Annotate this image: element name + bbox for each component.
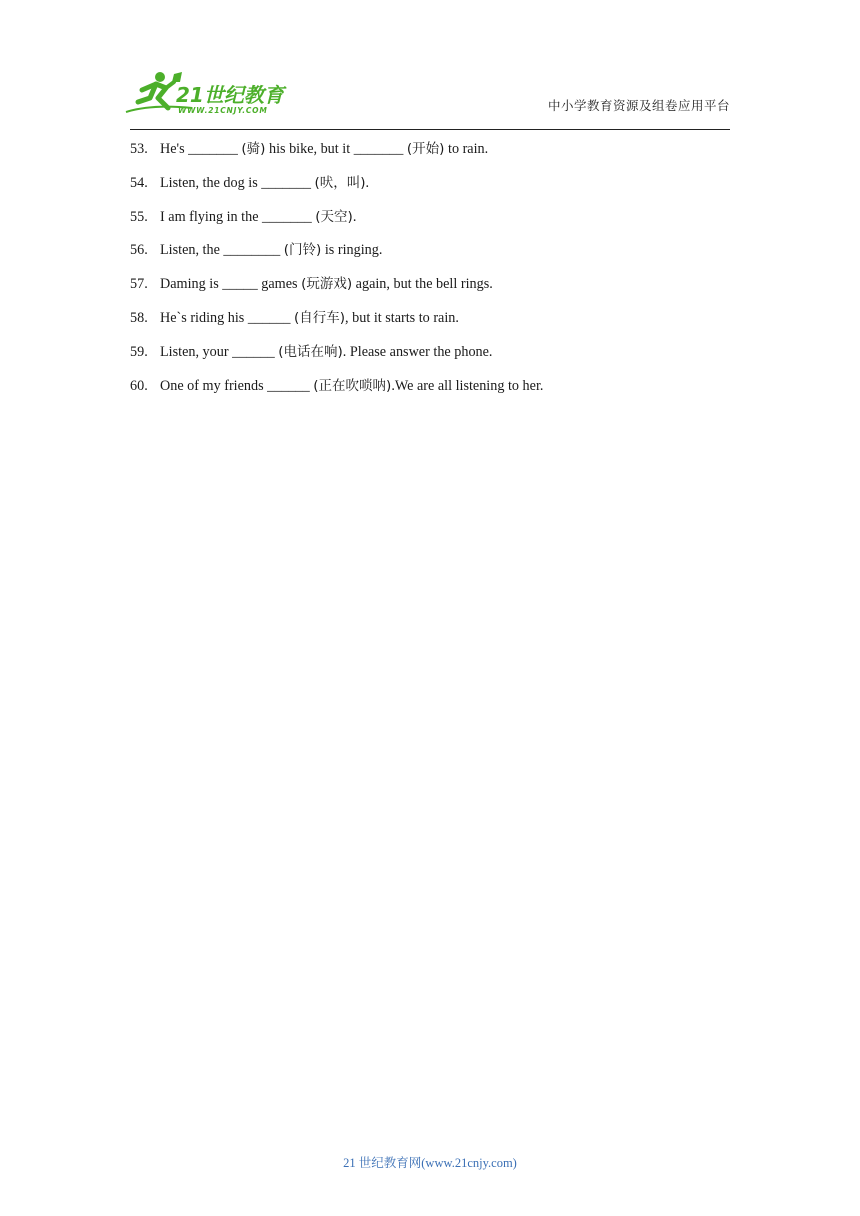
- chinese-hint: (玩游戏): [301, 276, 353, 293]
- question-number: 54.: [130, 174, 148, 191]
- chinese-hint: (门铃): [283, 242, 322, 259]
- question-text: his bike, but it _______: [265, 141, 407, 157]
- question-text: again, but the bell rings.: [352, 276, 493, 293]
- chinese-hint: (骑): [241, 141, 266, 157]
- question-item: [130, 376, 730, 410]
- question-text: . Please answer the phone.: [342, 343, 493, 360]
- chinese-hint: (正在吹唢呐): [313, 377, 392, 394]
- question-text: .We are all listening to her.: [391, 377, 544, 394]
- question-text: is ringing.: [321, 242, 383, 259]
- question-number: 60.: [130, 377, 148, 394]
- site-logo[interactable]: [122, 68, 292, 116]
- chinese-hint: (开始): [406, 141, 445, 157]
- question-number: 57.: [130, 276, 148, 293]
- question-item: [130, 139, 730, 173]
- chinese-hint: (吠，叫): [314, 174, 366, 191]
- question-number: 56.: [130, 242, 148, 259]
- question-number: 58.: [130, 309, 148, 326]
- question-text: One of my friends ______: [160, 377, 314, 394]
- question-text: .: [365, 174, 370, 191]
- question-text: .: [352, 208, 357, 225]
- logo-main-text: 21世纪教育: [176, 83, 284, 107]
- question-number: 53.: [130, 141, 148, 157]
- page-header: [122, 66, 730, 130]
- question-text: Listen, the ________: [160, 242, 284, 259]
- question-number: 59.: [130, 343, 148, 360]
- chinese-hint: (电话在响): [278, 343, 343, 360]
- runner-logo-icon: [122, 68, 292, 116]
- question-item: [130, 308, 730, 342]
- header-divider: [130, 129, 730, 130]
- question-item: [130, 274, 730, 308]
- page-footer[interactable]: 21 世纪教育网(www.21cnjy.com): [343, 1156, 517, 1170]
- question-item: [130, 342, 730, 376]
- question-text: Listen, the dog is _______: [160, 174, 315, 191]
- question-text: He's _______: [160, 141, 242, 157]
- question-text: He`s riding his ______: [160, 309, 294, 326]
- question-item: [130, 240, 730, 274]
- question-item: [130, 207, 730, 241]
- question-list: [130, 139, 730, 409]
- question-text: , but it starts to rain.: [345, 309, 459, 326]
- question-text: I am flying in the _______: [160, 208, 316, 225]
- chinese-hint: (自行车): [294, 309, 346, 326]
- logo-url-text: WWW.21CNJY.COM: [178, 106, 268, 115]
- question-number: 55.: [130, 208, 148, 225]
- question-item: [130, 173, 730, 207]
- platform-tagline: 中小学教育资源及组卷应用平台: [547, 98, 730, 113]
- question-text: Listen, your ______: [160, 343, 279, 360]
- chinese-hint: (天空): [315, 208, 353, 225]
- question-text: to rain.: [444, 141, 489, 157]
- question-text: Daming is _____ games: [160, 276, 302, 293]
